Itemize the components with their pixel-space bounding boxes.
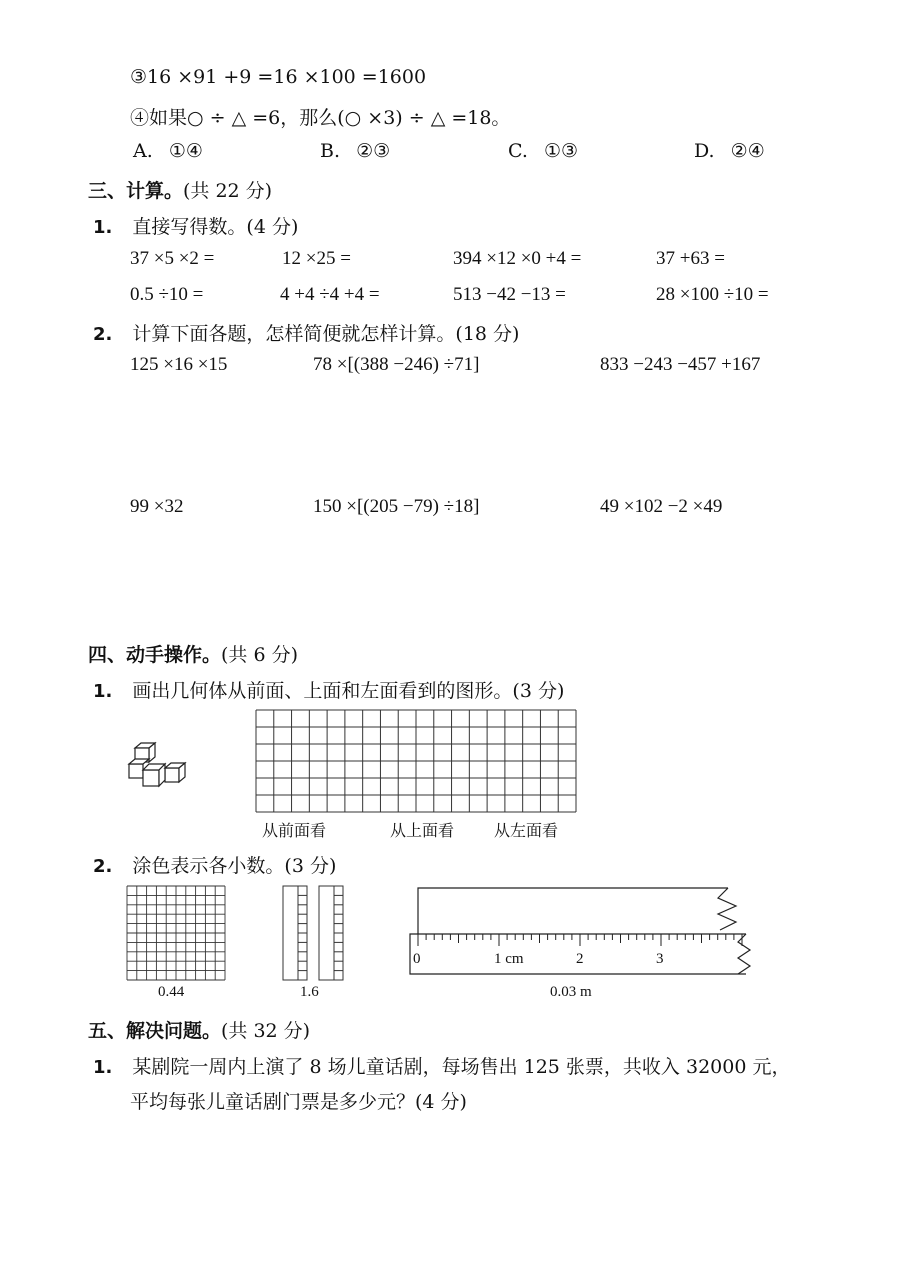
s4-q1-prompt xyxy=(93,676,564,703)
option-value: ①④ xyxy=(168,140,203,162)
option-c xyxy=(508,140,578,162)
hundred-square-grid[interactable] xyxy=(127,886,225,980)
s3-q2-prompt xyxy=(93,319,519,346)
ruler-label-0: 0 xyxy=(413,951,421,967)
option-value: ②③ xyxy=(356,140,391,162)
caption-1-6: 1.6 xyxy=(300,984,319,1000)
oral-calc-1: 37 ×5 ×2 = xyxy=(130,248,215,269)
caption-0-44: 0.44 xyxy=(158,984,185,1000)
s5-q1-line1 xyxy=(93,1052,790,1079)
section5-heading xyxy=(88,1016,310,1043)
question-text: 画出几何体从前面、上面和左面看到的图形。(3 分) xyxy=(132,680,565,702)
option-b xyxy=(320,140,390,162)
section3-heading xyxy=(88,176,272,203)
choice-item-4: ④如果○ ÷ △ =6，那么(○ ×3) ÷ △ =18。 xyxy=(130,107,511,129)
option-a xyxy=(133,140,203,162)
option-value: ②④ xyxy=(730,140,765,162)
left-view-label: 从左面看 xyxy=(494,821,559,840)
section-points: (共 32 分) xyxy=(221,1020,311,1042)
tenth-bars[interactable] xyxy=(283,886,345,980)
ruler-label-1cm: 1 cm xyxy=(494,951,524,967)
cube-solid-figure xyxy=(125,740,195,790)
option-letter: B. xyxy=(320,140,341,162)
drawing-grid[interactable] xyxy=(256,710,576,812)
section4-heading xyxy=(88,640,298,667)
question-number: 1. xyxy=(93,217,113,238)
calc-problem-2: 78 ×[(388 −246) ÷71] xyxy=(313,354,480,375)
oral-calc-2: 12 ×25 = xyxy=(282,248,351,269)
question-number: 1. xyxy=(93,1057,113,1078)
calc-problem-3: 833 −243 −457 +167 xyxy=(600,354,761,375)
calc-problem-5: 150 ×[(205 −79) ÷18] xyxy=(313,496,480,517)
question-text: 直接写得数。(4 分) xyxy=(132,216,299,238)
oral-calc-5: 0.5 ÷10 = xyxy=(130,284,204,305)
question-text: 涂色表示各小数。(3 分) xyxy=(132,855,337,877)
oral-calc-4: 37 +63 = xyxy=(656,248,725,269)
oral-calc-3: 394 ×12 ×0 +4 = xyxy=(453,248,582,269)
calc-problem-1: 125 ×16 ×15 xyxy=(130,354,228,375)
caption-0-03m: 0.03 m xyxy=(550,984,592,1000)
oral-calc-6: 4 +4 ÷4 +4 = xyxy=(280,284,380,305)
front-view-label: 从前面看 xyxy=(262,821,327,840)
ruler-label-3: 3 xyxy=(656,951,664,967)
calc-problem-6: 49 ×102 −2 ×49 xyxy=(600,496,723,517)
top-view-label: 从上面看 xyxy=(390,821,455,840)
section-title: 五、解决问题。 xyxy=(88,1020,222,1042)
section-points: (共 22 分) xyxy=(183,180,273,202)
option-letter: A. xyxy=(133,140,153,162)
s5-q1-line2: 平均每张儿童话剧门票是多少元？(4 分) xyxy=(130,1091,467,1113)
s4-q2-prompt xyxy=(93,851,336,878)
ruler-label-2: 2 xyxy=(576,951,584,967)
calc-problem-4: 99 ×32 xyxy=(130,496,184,517)
oral-calc-8: 28 ×100 ÷10 = xyxy=(656,284,769,305)
section-points: (共 6 分) xyxy=(221,644,299,666)
option-letter: C. xyxy=(508,140,528,162)
question-number: 2. xyxy=(93,856,113,877)
option-value: ①③ xyxy=(543,140,579,162)
question-number: 2. xyxy=(93,324,113,345)
choice-item-3: ③16 ×91 +9 =16 ×100 =1600 xyxy=(130,66,427,88)
question-text: 某剧院一周内上演了 8 场儿童话剧，每场售出 125 张票，共收入 32000 元， xyxy=(132,1056,791,1078)
s3-q1-prompt xyxy=(93,212,298,239)
oral-calc-7: 513 −42 −13 = xyxy=(453,284,566,305)
section-title: 四、动手操作。 xyxy=(88,644,222,666)
question-text: 计算下面各题，怎样简便就怎样计算。(18 分) xyxy=(132,323,520,345)
question-number: 1. xyxy=(93,681,113,702)
section-title: 三、计算。 xyxy=(88,180,184,202)
option-d xyxy=(694,140,765,162)
option-letter: D. xyxy=(694,140,715,162)
